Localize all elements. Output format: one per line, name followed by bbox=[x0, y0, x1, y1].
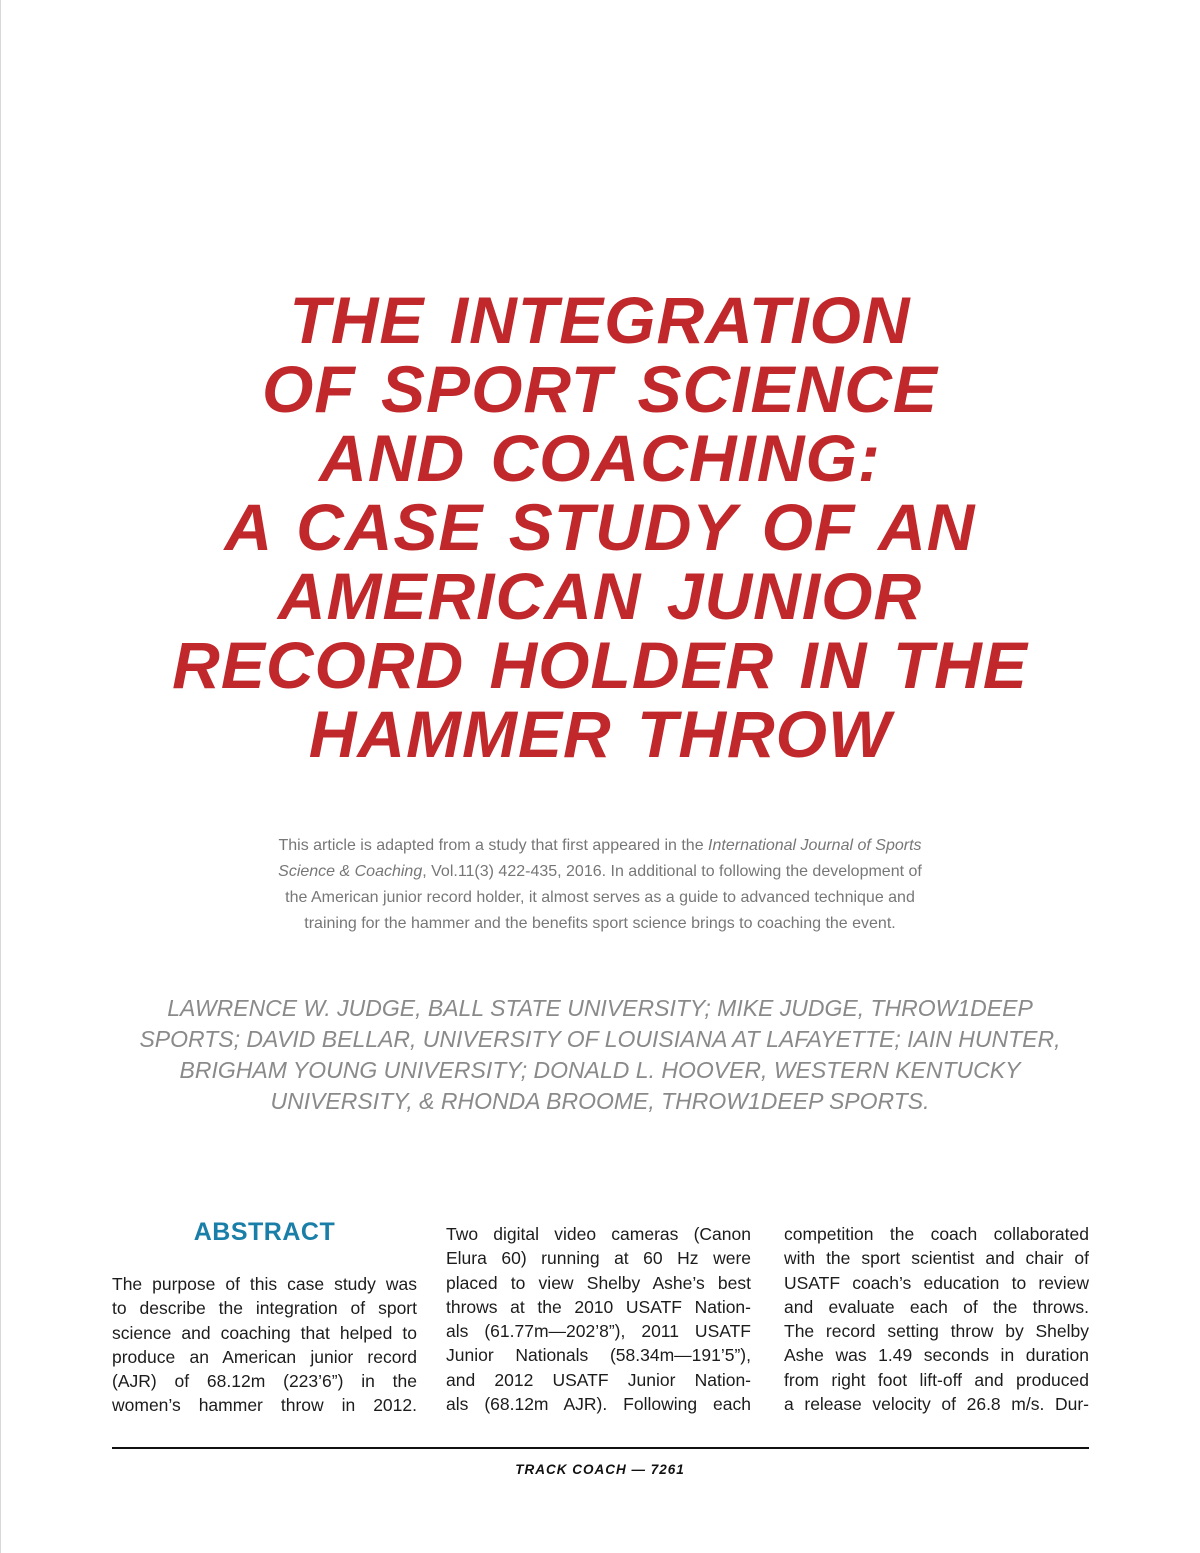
intro-text: This article is adapted from a study that first appeared in the bbox=[278, 837, 709, 854]
page-edge bbox=[0, 0, 1, 1553]
body-line: (AJR) of 68.12m (223’6”) in the bbox=[112, 1371, 417, 1392]
body-line: competition the coach collaborated bbox=[784, 1224, 1089, 1244]
author-line: SPORTS; DAVID BELLAR, UNIVERSITY OF LOUISIANA AT LAFAYETTE; IAIN HUNTER, bbox=[139, 1026, 1061, 1052]
body-line: produce an American junior record bbox=[112, 1346, 417, 1367]
intro-line: the American junior record holder, it almost serves as a guide to advanced technique and bbox=[285, 889, 915, 906]
intro-line bbox=[200, 833, 1000, 859]
abstract-heading: ABSTRACT bbox=[193, 1218, 336, 1246]
body-line: and 2012 USATF Junior Nation- bbox=[446, 1369, 751, 1390]
abstract-column-3 bbox=[784, 1222, 1089, 1416]
title-line: HAMMER THROW bbox=[308, 697, 892, 771]
body-line: with the sport scientist and chair of bbox=[784, 1248, 1089, 1269]
body-line: USATF coach’s education to review bbox=[784, 1272, 1089, 1293]
author-list bbox=[90, 993, 1110, 1117]
author-line: BRIGHAM YOUNG UNIVERSITY; DONALD L. HOOVER, WESTERN KENTUCKY bbox=[179, 1057, 1021, 1083]
body-line: women’s hammer throw in 2012. bbox=[112, 1395, 417, 1416]
intro-line: training for the hammer and the benefits sport science brings to coaching the event. bbox=[304, 915, 896, 932]
body-line: to describe the integration of sport bbox=[112, 1298, 417, 1319]
journal-name: International Journal of Sports bbox=[708, 837, 922, 854]
title-line: RECORD HOLDER IN THE bbox=[172, 628, 1028, 702]
title-line: AMERICAN JUNIOR bbox=[277, 559, 923, 633]
body-line: Junior Nationals (58.34m—191’5”), bbox=[446, 1345, 751, 1366]
title-line: A CASE STUDY OF AN bbox=[224, 490, 976, 564]
body-line: from right foot lift-off and produced bbox=[784, 1369, 1089, 1390]
body-line: The purpose of this case study was bbox=[112, 1274, 417, 1294]
body-line: The record setting throw by Shelby bbox=[784, 1321, 1089, 1342]
article-intro bbox=[200, 833, 1000, 937]
body-line: als (61.77m—202’8”), 2011 USATF bbox=[446, 1321, 751, 1342]
title-line: THE INTEGRATION bbox=[289, 283, 911, 357]
body-line: throws at the 2010 USATF Nation- bbox=[446, 1296, 751, 1317]
abstract-column-1 bbox=[112, 1218, 417, 1418]
journal-name-cont: Science & Coaching bbox=[278, 863, 423, 880]
abstract-body bbox=[112, 1272, 417, 1418]
author-line: UNIVERSITY, & RHONDA BROOME, THROW1DEEP SPORTS. bbox=[270, 1088, 930, 1114]
body-line: als (68.12m AJR). Following each bbox=[446, 1394, 751, 1415]
body-line: Ashe was 1.49 seconds in duration bbox=[784, 1345, 1089, 1366]
author-line: LAWRENCE W. JUDGE, BALL STATE UNIVERSITY; MIKE JUDGE, THROW1DEEP bbox=[167, 995, 1033, 1021]
body-line: a release velocity of 26.8 m/s. Dur- bbox=[784, 1394, 1089, 1415]
title-line: AND COACHING: bbox=[319, 421, 881, 495]
article-title bbox=[60, 283, 1140, 771]
abstract-column-2 bbox=[446, 1222, 751, 1416]
body-line: Two digital video cameras (Canon bbox=[446, 1224, 751, 1244]
intro-line bbox=[200, 859, 1000, 885]
body-line: science and coaching that helped to bbox=[112, 1322, 417, 1343]
intro-text: , Vol.11(3) 422-435, 2016. In additional to following the development of bbox=[422, 863, 922, 880]
body-line: Elura 60) running at 60 Hz were bbox=[446, 1248, 751, 1269]
page-footer: TRACK COACH — 7261 bbox=[515, 1462, 685, 1477]
footer-divider bbox=[112, 1447, 1089, 1449]
body-line: placed to view Shelby Ashe’s best bbox=[446, 1272, 751, 1293]
title-line: OF SPORT SCIENCE bbox=[262, 352, 938, 426]
body-line: and evaluate each of the throws. bbox=[784, 1296, 1089, 1317]
